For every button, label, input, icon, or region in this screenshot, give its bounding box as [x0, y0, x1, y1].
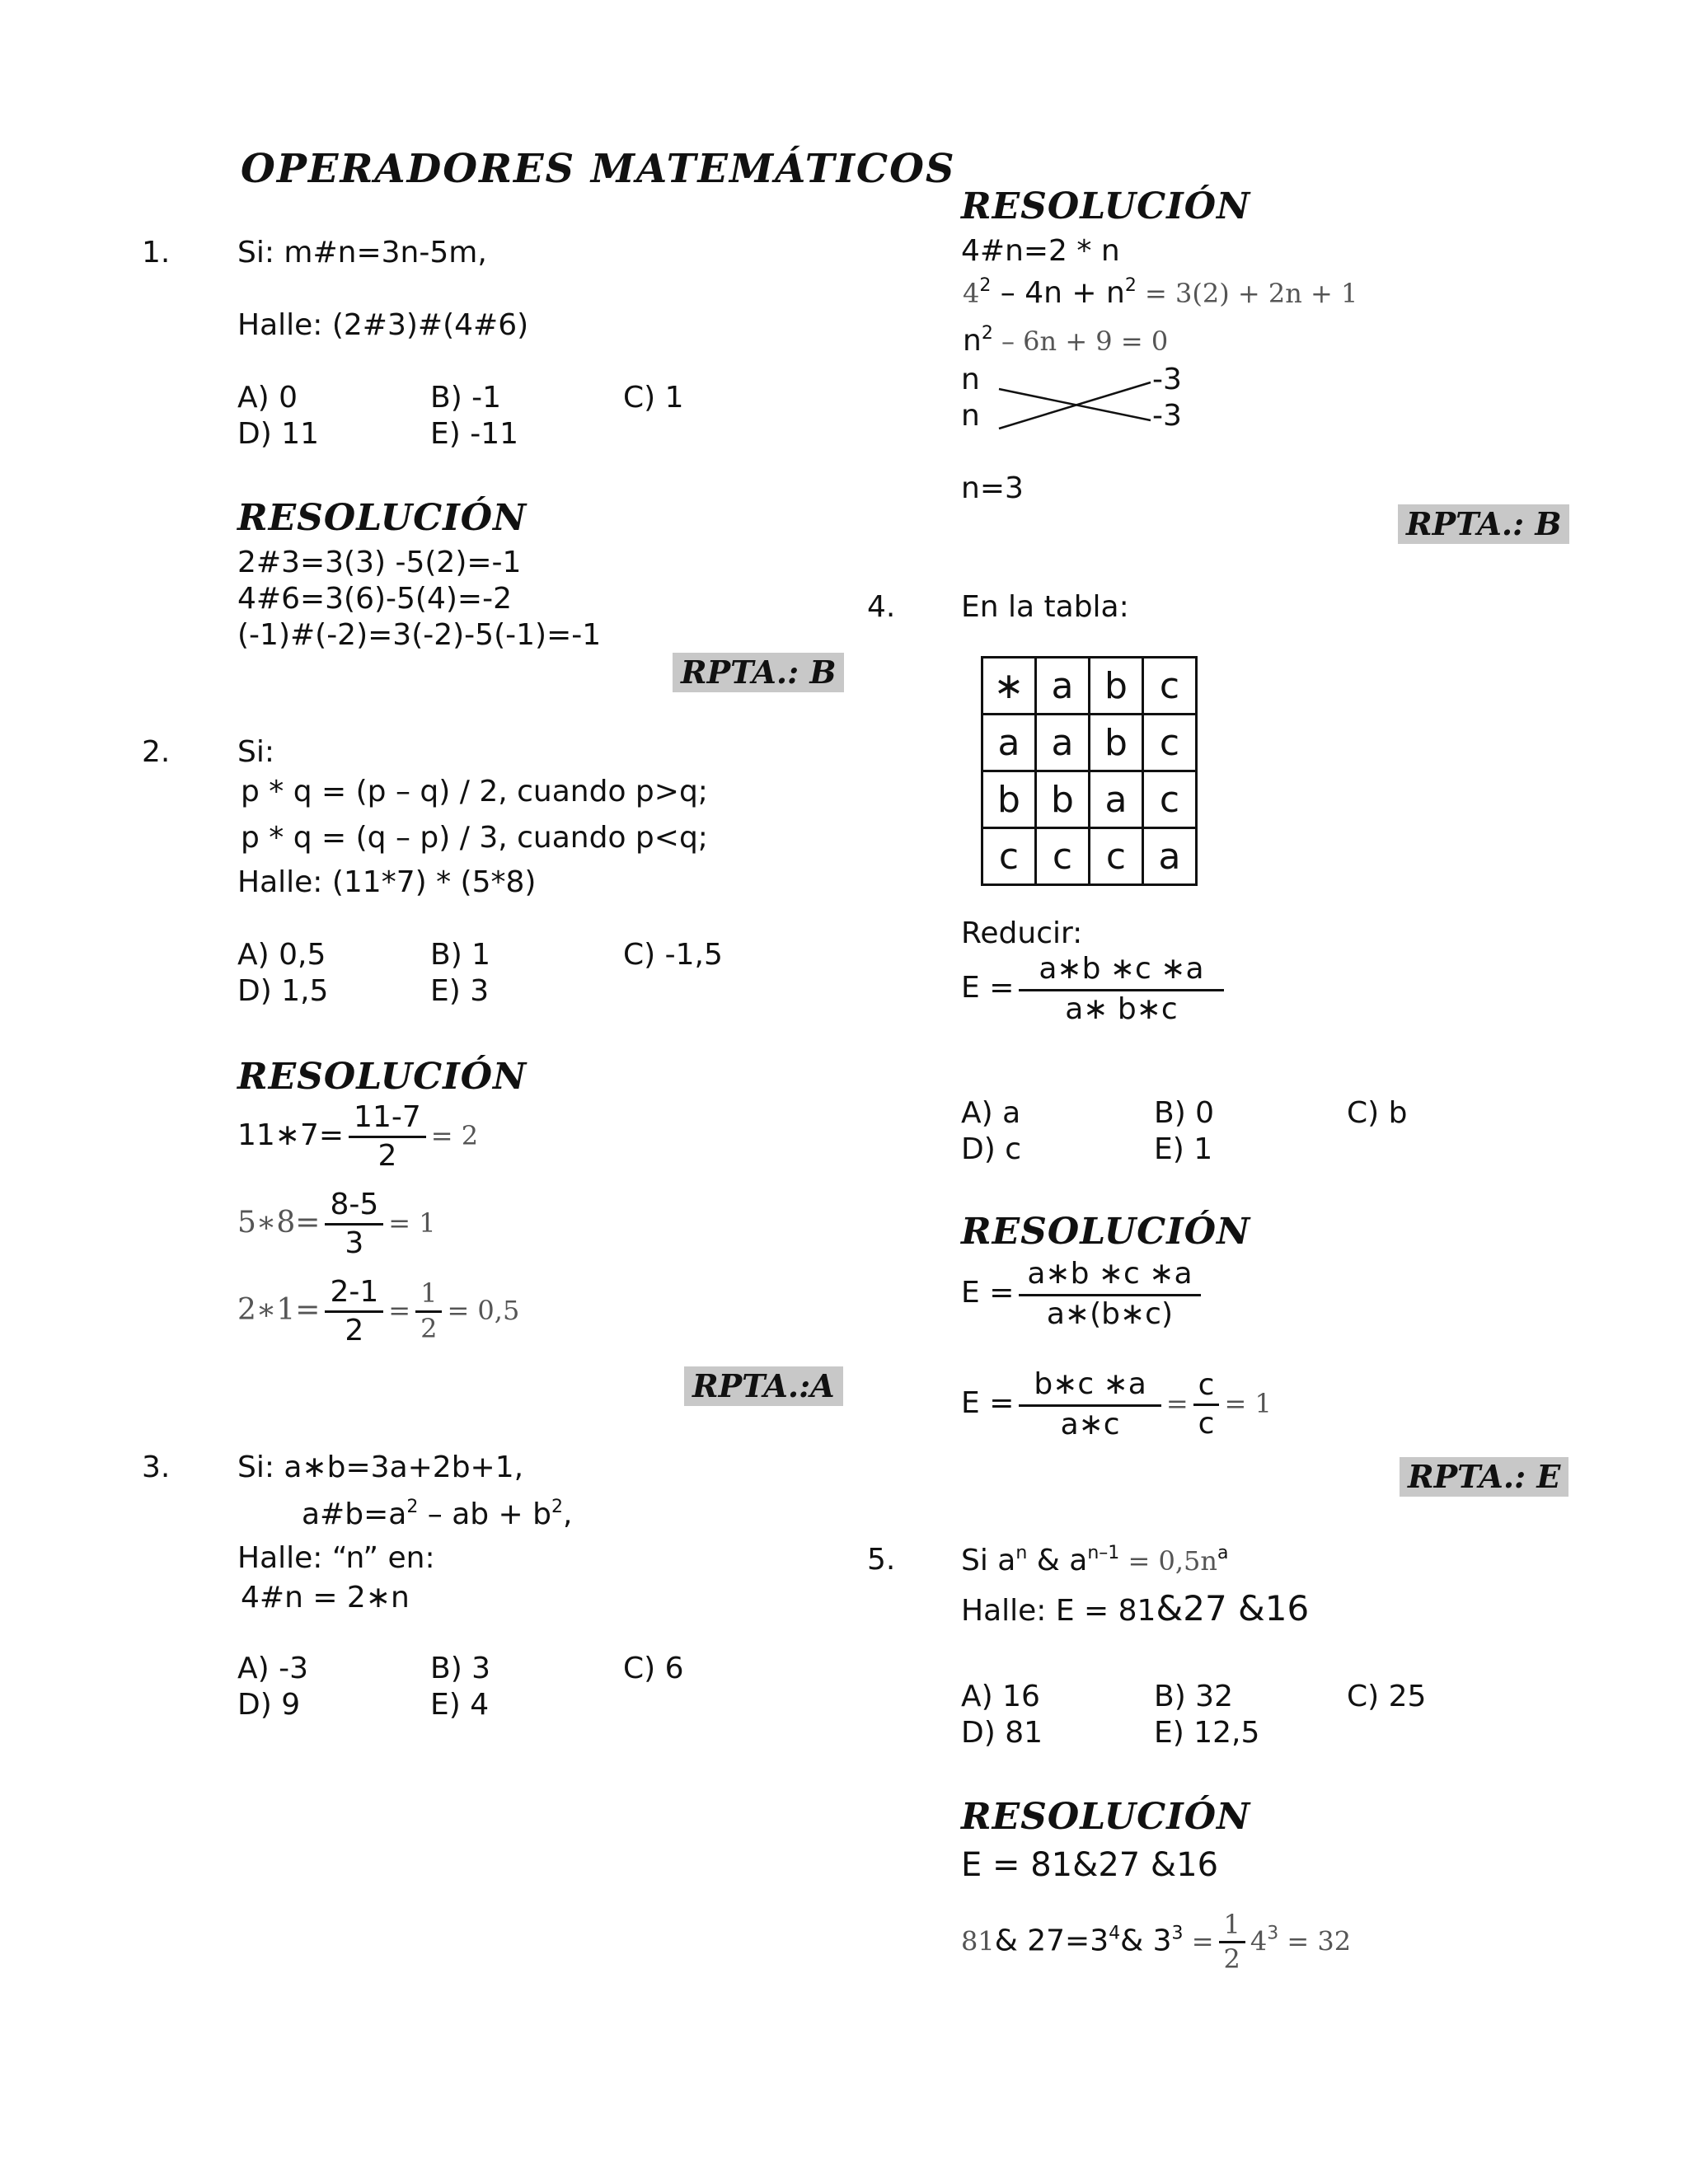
definition-part: a#b=a	[302, 1497, 407, 1531]
cross-multiplication-lines	[989, 371, 1162, 437]
table-cell: a	[982, 715, 1036, 771]
fraction	[1019, 1368, 1160, 1441]
answer-badge: RPTA.: B	[1398, 504, 1569, 544]
table-cell: a	[1036, 715, 1090, 771]
table-cell: a	[1143, 828, 1197, 885]
expression-label: E =	[961, 1276, 1015, 1310]
fraction-numerator: 11-7	[349, 1101, 426, 1138]
resolution-line: 2#3=3(3) -5(2)=-1	[237, 546, 522, 579]
fraction-numerator: c	[1193, 1369, 1220, 1406]
resolution-heading: RESOLUCIÓN	[961, 1796, 1251, 1838]
step-result: = 1	[1224, 1388, 1272, 1420]
expression-part: =	[1183, 1925, 1214, 1957]
resolution-step-1	[237, 1101, 478, 1172]
definition-line: p * q = (p – q) / 2, cuando p>q;	[241, 775, 708, 808]
table-cell: b	[1036, 771, 1090, 828]
fraction-denominator: 2	[345, 1313, 364, 1347]
option-e: E) -11	[430, 417, 519, 451]
fraction	[415, 1279, 442, 1343]
fraction-numerator: 1	[415, 1279, 442, 1312]
table-cell: ∗	[982, 658, 1036, 715]
table-cell: c	[1143, 771, 1197, 828]
fraction-numerator: 1	[1219, 1910, 1245, 1943]
statement-part: & a	[1027, 1544, 1088, 1577]
table-cell: a	[1090, 771, 1143, 828]
factor-left: n	[961, 363, 980, 396]
problem-statement: Si:	[237, 735, 274, 769]
problem-number: 1.	[142, 236, 171, 269]
resolution-result: n=3	[961, 471, 1024, 505]
fraction-numerator: 2-1	[325, 1276, 383, 1313]
option-d: D) c	[961, 1132, 1022, 1166]
resolution-step-2	[237, 1188, 436, 1259]
factor-right: -3	[1152, 363, 1182, 396]
statement-part: Si a	[961, 1544, 1016, 1577]
option-e: E) 4	[430, 1688, 490, 1722]
expression-part: 4	[963, 278, 980, 309]
equals-sign: =	[1165, 1388, 1189, 1420]
resolution-line	[961, 1846, 1218, 1884]
option-a: A) a	[961, 1096, 1021, 1130]
fraction	[1219, 1910, 1245, 1974]
expression-part: 81	[961, 1925, 995, 1957]
resolution-heading: RESOLUCIÓN	[961, 185, 1251, 227]
definition-line: $a\#b=a^2$ – ab + $b^2$,	[302, 1497, 573, 1531]
option-d: D) 11	[237, 417, 320, 451]
option-e: E) 3	[430, 974, 490, 1008]
fraction-denominator: 2	[377, 1138, 397, 1173]
step-result: = 1	[388, 1207, 436, 1240]
problem-statement: En la tabla:	[961, 590, 1129, 624]
table-cell: b	[1090, 658, 1143, 715]
factor-left: n	[961, 399, 980, 433]
expression-part: E = 81	[961, 1846, 1073, 1884]
answer-badge: RPTA.: B	[673, 653, 844, 692]
question-part: Halle: E = 81	[961, 1594, 1156, 1628]
problem-question: Halle: (2#3)#(4#6)	[237, 308, 529, 342]
problem-question	[961, 1589, 1309, 1629]
option-a: A) 0,5	[237, 938, 326, 972]
table-cell: b	[982, 771, 1036, 828]
expression-label: E =	[961, 1386, 1015, 1421]
fraction-numerator: 8-5	[325, 1188, 383, 1226]
option-e: E) 12,5	[1154, 1716, 1260, 1750]
definition-part: ,	[563, 1497, 573, 1531]
step-result: = 0,5	[447, 1295, 520, 1327]
step-lhs: 5∗8=	[237, 1206, 321, 1240]
option-d: D) 1,5	[237, 974, 329, 1008]
option-b: B) 1	[430, 938, 491, 972]
expression-label: E =	[961, 971, 1015, 1005]
expression-part: 4	[1250, 1925, 1268, 1957]
fraction	[325, 1276, 383, 1347]
fraction-denominator: a∗(b∗c)	[1046, 1296, 1173, 1331]
resolution-heading: RESOLUCIÓN	[237, 1056, 528, 1098]
fraction-denominator: a∗ b∗c	[1065, 991, 1178, 1026]
problem-question: Reducir:	[961, 916, 1083, 950]
problem-number: 5.	[867, 1543, 896, 1577]
option-c: C) -1,5	[623, 938, 723, 972]
definition-line: p * q = (q – p) / 3, cuando p<q;	[241, 821, 708, 855]
option-c: C) 25	[1347, 1680, 1427, 1713]
expression-part: = 3(2) + 2n + 1	[1136, 278, 1358, 309]
table-row	[982, 828, 1197, 885]
option-c: C) 6	[623, 1652, 684, 1685]
resolution-heading: RESOLUCIÓN	[961, 1211, 1251, 1253]
fraction-numerator: a∗b ∗c ∗a	[1019, 953, 1223, 991]
operation-table	[981, 656, 1198, 886]
resolution-step-1	[961, 1258, 1206, 1330]
table-cell: b	[1090, 715, 1143, 771]
fraction	[1019, 1258, 1200, 1330]
equals-sign: =	[388, 1295, 411, 1327]
expression-part: n	[963, 324, 982, 358]
table-row	[982, 771, 1197, 828]
option-a: A) -3	[237, 1652, 309, 1685]
table-cell: c	[1143, 715, 1197, 771]
expression-e	[961, 953, 1229, 1025]
option-a: A) 16	[961, 1680, 1040, 1713]
resolution-line: 4#n=2 * n	[961, 234, 1120, 268]
question-part: &27 &16	[1156, 1588, 1310, 1629]
option-a: A) 0	[237, 381, 298, 415]
option-b: B) 0	[1154, 1096, 1215, 1130]
expression-part: – 4n + n	[991, 276, 1125, 310]
problem-number: 4.	[867, 590, 896, 624]
table-row	[982, 715, 1197, 771]
resolution-line: 4#6=3(6)-5(4)=-2	[237, 582, 512, 616]
fraction-denominator: 2	[420, 1312, 438, 1344]
problem-number: 2.	[142, 735, 171, 769]
step-lhs: 11∗7=	[237, 1118, 345, 1153]
option-d: D) 81	[961, 1716, 1043, 1750]
step-result: = 2	[430, 1120, 479, 1152]
fraction-denominator: c	[1198, 1406, 1215, 1441]
answer-badge: RPTA.:A	[684, 1366, 843, 1406]
fraction	[1193, 1369, 1220, 1440]
option-b: B) 32	[1154, 1680, 1233, 1713]
resolution-line: 81& $27=3^4\&$ $3^3$ = $\frac{1}{2}$ $4^3 = 32$	[961, 1909, 1352, 1975]
problem-statement: Si $a^n$ & $a^{n-1} = 0,5n^a$	[961, 1543, 1229, 1577]
table-cell: c	[982, 828, 1036, 885]
option-b: B) 3	[430, 1652, 491, 1685]
resolution-line: $n^2 - 6n + 9 = 0$	[963, 323, 1169, 358]
statement-part: = 0,5n	[1119, 1545, 1217, 1577]
fraction-denominator: 2	[1223, 1943, 1240, 1975]
problem-question: Halle: (11*7) * (5*8)	[237, 865, 537, 899]
option-c: C) 1	[623, 381, 684, 415]
option-e: E) 1	[1154, 1132, 1213, 1166]
equation: 4#n = 2∗n	[241, 1581, 410, 1615]
answer-badge: RPTA.: E	[1400, 1457, 1568, 1497]
table-row	[982, 658, 1197, 715]
problem-question: Halle: “n” en:	[237, 1541, 435, 1575]
problem-statement: Si: a∗b=3a+2b+1,	[237, 1451, 524, 1484]
fraction-denominator: 3	[345, 1226, 364, 1260]
fraction-denominator: a∗c	[1060, 1407, 1120, 1441]
resolution-line: (-1)#(-2)=3(-2)-5(-1)=-1	[237, 618, 602, 652]
page-title: OPERADORES MATEMÁTICOS	[241, 146, 956, 192]
fraction	[325, 1188, 383, 1259]
fraction-numerator: b∗c ∗a	[1019, 1368, 1160, 1407]
resolution-heading: RESOLUCIÓN	[237, 497, 528, 539]
option-b: B) -1	[430, 381, 502, 415]
expression-part: – 6n + 9 = 0	[992, 326, 1169, 357]
resolution-line: $4^2 - 4n + n^2 = 3(2) + 2n + 1$	[963, 275, 1358, 310]
table-cell: c	[1036, 828, 1090, 885]
resolution-step-3	[237, 1276, 519, 1347]
expression-part: & 27=3	[994, 1924, 1109, 1958]
expression-part: &27 &16	[1072, 1846, 1219, 1884]
expression-part: & 3	[1120, 1924, 1172, 1958]
problem-statement: Si: m#n=3n-5m,	[237, 236, 487, 269]
factor-right: -3	[1152, 399, 1182, 433]
problem-number: 3.	[142, 1451, 171, 1484]
definition-part: – ab + b	[418, 1497, 552, 1531]
option-d: D) 9	[237, 1688, 301, 1722]
fraction-numerator: a∗b ∗c ∗a	[1019, 1258, 1200, 1296]
resolution-step-2	[961, 1368, 1272, 1441]
expression-part: = 32	[1278, 1925, 1352, 1957]
table-cell: a	[1036, 658, 1090, 715]
step-lhs: 2∗1=	[237, 1293, 321, 1328]
table-cell: c	[1143, 658, 1197, 715]
table-cell: c	[1090, 828, 1143, 885]
option-c: C) b	[1347, 1096, 1408, 1130]
fraction	[1019, 953, 1223, 1025]
fraction	[349, 1101, 426, 1172]
